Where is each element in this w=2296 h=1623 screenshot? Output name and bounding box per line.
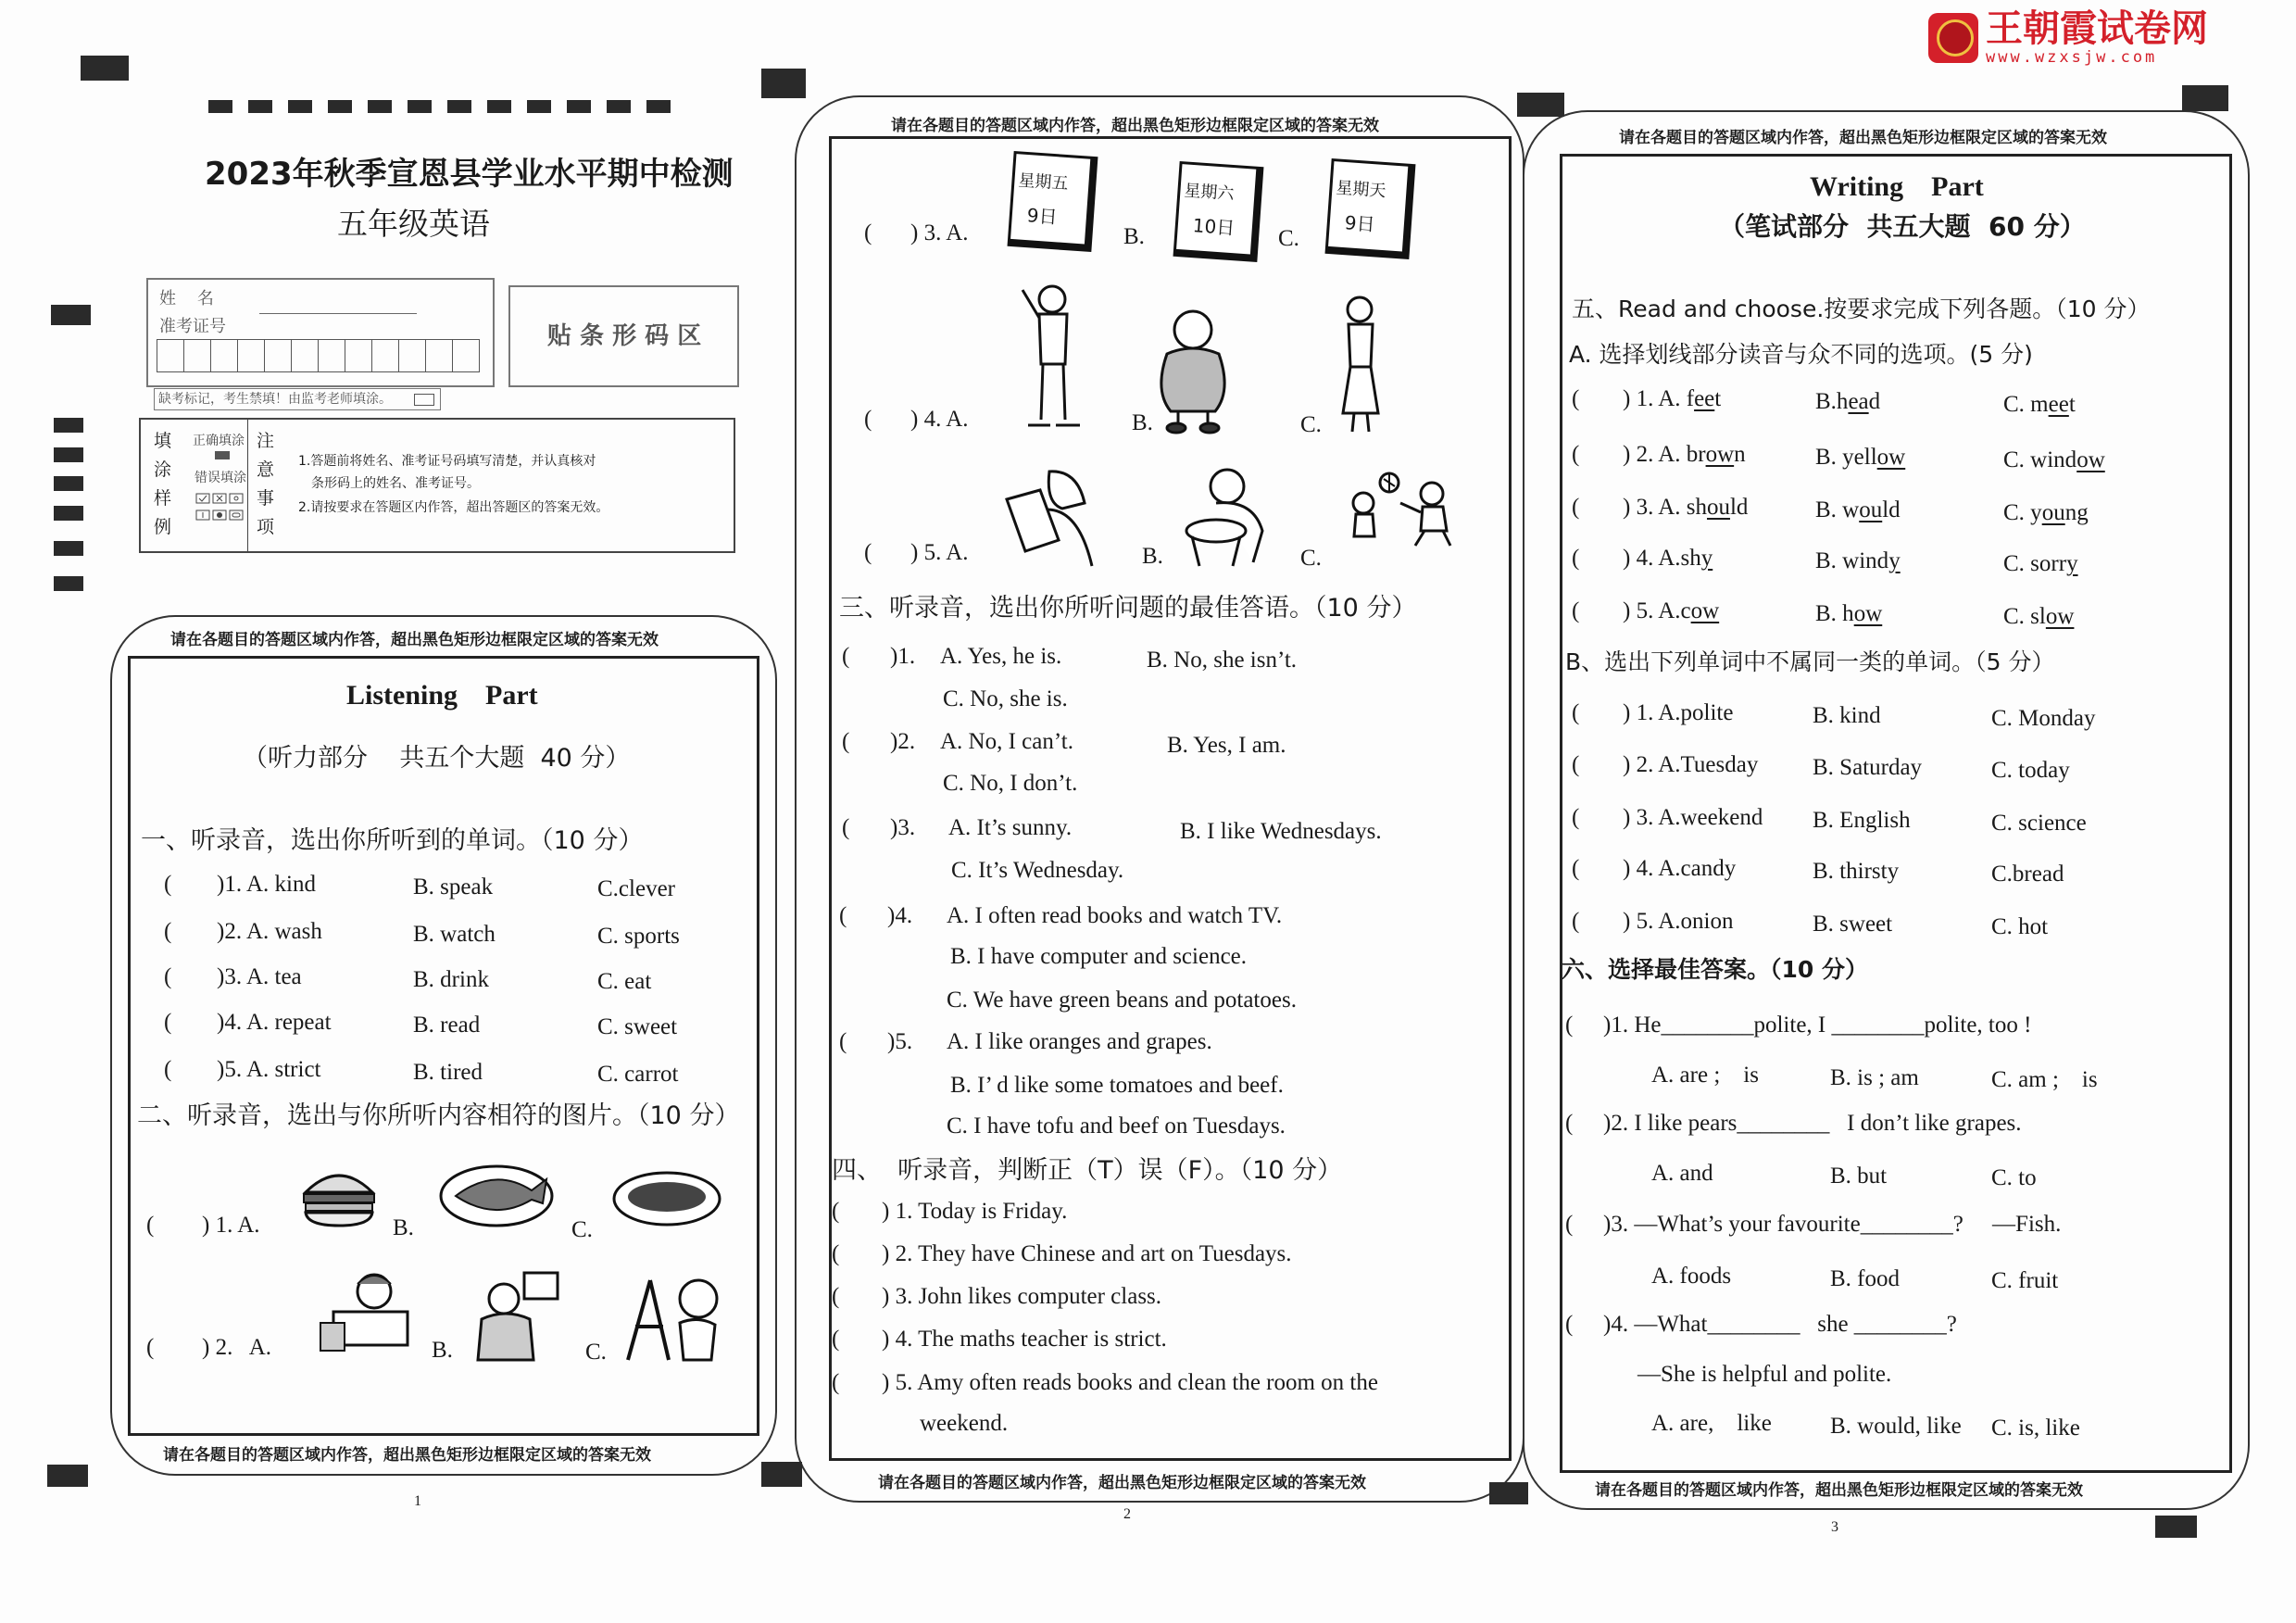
word-part: ) 4. A.sh: [1623, 546, 1701, 571]
note-1-cont: 条形码上的姓名、准考证号。: [311, 476, 480, 491]
answer-blank-paren: (: [164, 872, 172, 897]
question-number: )1.: [890, 644, 916, 669]
option-b: [1815, 388, 1880, 416]
option-b: [1815, 600, 1882, 628]
id-digit-cell[interactable]: [291, 339, 319, 372]
option-a: ) 4. A.candy: [1623, 856, 1737, 881]
picture-option-a: ) 5. A.: [910, 540, 969, 565]
calendar-date: 10日: [1192, 214, 1236, 240]
underlined-letters: ea: [1848, 389, 1869, 414]
word-part: B.h: [1815, 389, 1849, 414]
option-c: C. We have green beans and potatoes.: [947, 988, 1297, 1013]
meat-dish-picture: [612, 1167, 721, 1227]
option-a: ) 5. A.onion: [1623, 909, 1734, 934]
registration-mark: [487, 100, 511, 113]
registration-mark: [81, 56, 129, 81]
id-digit-cell[interactable]: [452, 339, 480, 372]
fill-char: 例: [154, 517, 172, 537]
answer-blank-paren: (: [1572, 546, 1580, 571]
option-b: B. I like Wednesdays.: [1180, 819, 1382, 844]
option-c: [2003, 550, 2078, 578]
option-c: C. eat: [597, 969, 652, 994]
option-a: A. are ; is: [1651, 1063, 1759, 1088]
frame-notice-top: 请在各题目的答题区域内作答，超出黑色矩形边框限定区域的答案无效: [891, 117, 1379, 135]
section-4-heading: 四、 听录音，判断正（T）误（F）。（10 分）: [832, 1156, 1343, 1185]
calendar-day: 星期六: [1183, 181, 1236, 205]
listening-part-subtitle: （听力部分 共五个大题 40 分）: [243, 744, 631, 773]
option-c: C. No, I don’t.: [943, 771, 1078, 796]
word-part: C. sorr: [2003, 551, 2067, 576]
page-number: 2: [1123, 1506, 1131, 1522]
woman-picture: [1330, 293, 1391, 436]
answer-blank-paren: (: [1572, 442, 1580, 467]
fill-char: 填: [154, 431, 172, 451]
notes-label: [257, 427, 275, 542]
notes-char: 事: [257, 488, 275, 509]
word-part: d: [1868, 389, 1881, 414]
answer-blank-paren: (: [1572, 909, 1580, 934]
picture-option-c: C.: [1300, 546, 1322, 571]
name-label: 姓 名: [159, 289, 214, 308]
answer-blank-paren: (: [1572, 598, 1580, 623]
option-c: C. It’s Wednesday.: [951, 858, 1124, 883]
registration-mark: [527, 100, 551, 113]
listening-part-title: Listening Part: [346, 680, 538, 711]
frame-notice-top: 请在各题目的答题区域内作答，超出黑色矩形边框限定区域的答案无效: [170, 631, 659, 649]
underlined-letters: ow: [2076, 447, 2105, 472]
question-text: )4. —What________ she ________?: [1603, 1312, 1957, 1337]
option-a: )1. A. kind: [217, 872, 316, 897]
question-text: )1. He________polite, I ________polite, too !: [1603, 1013, 2032, 1038]
option-b: B. drink: [413, 967, 489, 992]
option-b: [1815, 497, 1901, 524]
underlined-letters: y: [1888, 548, 1901, 573]
underlined-letters: ow: [2045, 604, 2075, 629]
registration-mark: [54, 541, 83, 556]
option-b: B. Yes, I am.: [1167, 733, 1286, 758]
correct-fill-label: 正确填涂: [193, 434, 245, 448]
underlined-letters: ou: [1859, 497, 1883, 522]
option-a: )5. A. strict: [217, 1057, 321, 1082]
calendar-day: 星期五: [1017, 170, 1070, 195]
brand-logo-icon: [1928, 13, 1978, 63]
option-c: [2003, 391, 2076, 419]
question-text: )2. I like pears________ I don’t like grapes.: [1603, 1111, 2022, 1136]
registration-mark: [646, 100, 671, 113]
option-c: C. today: [1991, 758, 2070, 783]
word-part: C. m: [2003, 392, 2049, 417]
id-digit-cell[interactable]: [318, 339, 345, 372]
underlined-letters: ee: [2048, 392, 2069, 417]
answer-blank-paren: (: [1565, 1212, 1574, 1237]
brand-name: 王朝霞试卷网: [1986, 7, 2208, 50]
option-b: B. English: [1813, 808, 1911, 833]
writing-part-title: Writing Part: [1810, 171, 1984, 202]
option-a: )3. A. tea: [217, 964, 302, 989]
answer-text: —She is helpful and polite.: [1637, 1362, 1892, 1387]
option-c: [2003, 447, 2105, 474]
picture-option-a: ) 4. A.: [910, 407, 969, 432]
answer-blank-paren: (: [1565, 1013, 1574, 1038]
word-part: ) 1. A. f: [1623, 386, 1695, 411]
answer-blank-paren: (: [839, 903, 847, 928]
underlined-letters: y: [2066, 551, 2078, 576]
registration-mark: [447, 100, 471, 113]
option-c: C. to: [1991, 1165, 2037, 1190]
picture-option-c: C.: [1300, 412, 1322, 437]
calendar-picture: [1008, 151, 1098, 252]
option-b: B. speak: [413, 874, 494, 900]
option-b: B. kind: [1813, 703, 1881, 728]
fill-char: 样: [154, 488, 172, 509]
answer-blank-paren: (: [832, 1370, 840, 1395]
part-a-heading: A. 选择划线部分读音与众不同的选项。(5 分): [1569, 341, 2033, 368]
option-a: [1623, 494, 1748, 522]
option-b: B. read: [413, 1013, 481, 1038]
registration-mark: [208, 100, 232, 113]
section-2-heading: 二、听录音，选出与你所听内容相符的图片。（10 分）: [137, 1101, 740, 1130]
barcode-area: [508, 285, 739, 387]
word-part: t: [1714, 386, 1722, 411]
option-b: B. Saturday: [1813, 755, 1923, 780]
picture-option-a: ) 1. A.: [202, 1213, 260, 1238]
underlined-letters: ou: [2041, 500, 2065, 525]
picture-option-b: B.: [432, 1338, 453, 1363]
option-c: C. No, she is.: [943, 686, 1068, 711]
note-2: 2.请按要求在答题区内作答，超出答题区的答案无效。: [298, 500, 609, 515]
question-number: )3.: [890, 815, 916, 840]
notes-char: 项: [257, 517, 275, 537]
registration-mark: [54, 447, 83, 462]
option-a: A. No, I can’t.: [940, 729, 1073, 754]
option-a: )4. A. repeat: [217, 1010, 332, 1035]
option-a: ) 3. A.weekend: [1623, 805, 1763, 830]
true-false-statement: ) 2. They have Chinese and art on Tuesdays.: [882, 1241, 1292, 1266]
option-a: [1623, 441, 1746, 469]
section-6-heading: 六、选择最佳答案。（10 分）: [1562, 956, 1868, 983]
registration-mark: [1517, 93, 1564, 117]
registration-mark: [1489, 1482, 1528, 1504]
word-part: B. yell: [1815, 445, 1877, 470]
fish-dish-picture: [439, 1157, 554, 1227]
registration-mark: [567, 100, 591, 113]
id-digit-cell[interactable]: [398, 339, 426, 372]
registration-mark: [54, 506, 83, 521]
underlined-letters: ow: [1876, 445, 1906, 470]
answer-blank-paren: (: [1565, 1312, 1574, 1337]
instructions-divider: [247, 420, 248, 551]
option-a: A. Yes, he is.: [940, 644, 1062, 669]
correct-fill-sample: [215, 451, 230, 459]
girl-board-picture: [622, 1271, 725, 1362]
word-part: ld: [1729, 495, 1749, 520]
part-b-heading: B、选出下列单词中不属同一类的单词。（5 分）: [1565, 648, 2055, 675]
option-a: A. foods: [1651, 1264, 1732, 1289]
registration-mark: [54, 418, 83, 433]
option-a: A. It’s sunny.: [948, 815, 1073, 840]
calendar-picture: [1173, 161, 1264, 262]
option-a: [1623, 385, 1721, 413]
answer-blank-paren: (: [1572, 386, 1580, 411]
word-part: C. wind: [2003, 447, 2077, 472]
option-b: B. I have computer and science.: [950, 944, 1248, 969]
option-a: ) 2. A.Tuesday: [1623, 752, 1759, 777]
page-number: 1: [414, 1493, 421, 1509]
id-digit-cell[interactable]: [371, 339, 399, 372]
answer-blank-paren: (: [832, 1327, 840, 1352]
id-digit-cell[interactable]: [157, 339, 184, 372]
option-c: C. science: [1991, 811, 2087, 836]
option-c: [2003, 603, 2074, 631]
answer-blank-paren: (: [1572, 856, 1580, 881]
option-b: B. sweet: [1813, 912, 1893, 937]
writing-part-subtitle: （笔试部分 共五大题 60 分）: [1719, 211, 2086, 242]
absent-note: 缺考标记，考生禁填！由监考老师填涂。: [158, 392, 392, 407]
option-a: A. and: [1651, 1161, 1713, 1186]
registration-mark: [368, 100, 392, 113]
registration-mark: [288, 100, 312, 113]
picture-option-a: ) 3. A.: [910, 220, 969, 245]
notes-char: 注: [257, 431, 275, 451]
registration-mark: [408, 100, 432, 113]
fill-example-label: [154, 427, 172, 542]
answer-blank-paren: (: [1565, 1111, 1574, 1136]
kids-playing-football-picture: [1336, 472, 1464, 549]
page-number: 3: [1831, 1519, 1838, 1535]
option-c: C.clever: [597, 876, 675, 901]
answer-blank-paren: (: [864, 220, 872, 245]
id-digit-cell[interactable]: [237, 339, 265, 372]
underlined-letters: y: [1700, 546, 1713, 571]
option-b: B. I’ d like some tomatoes and beef.: [950, 1073, 1284, 1098]
registration-mark: [51, 305, 91, 325]
picture-option-b: B.: [1123, 224, 1145, 249]
id-digit-cell[interactable]: [183, 339, 211, 372]
answer-blank-paren: (: [164, 1010, 172, 1035]
boy-washing-picture: [1179, 466, 1273, 568]
answer-blank-paren: (: [832, 1284, 840, 1309]
option-c: C. hot: [1991, 914, 2049, 939]
registration-mark: [328, 100, 352, 113]
registration-mark: [761, 69, 806, 98]
brand-watermark: [1928, 9, 2208, 67]
word-part: ) 2. A. br: [1623, 442, 1706, 467]
option-a: )2. A. wash: [217, 919, 322, 944]
id-number-grid[interactable]: [157, 339, 480, 372]
true-false-statement: ) 5. Amy often reads books and clean the room on the: [882, 1370, 1378, 1395]
option-c: C.bread: [1991, 862, 2064, 887]
answer-blank-paren: (: [864, 407, 872, 432]
answer-blank-paren: (: [842, 729, 850, 754]
answer-blank-paren: (: [164, 919, 172, 944]
fill-char: 涂: [154, 459, 172, 480]
registration-mark: [47, 1465, 88, 1487]
picture-option-b: B.: [1132, 410, 1153, 435]
option-c: C. sports: [597, 924, 680, 949]
fat-man-picture: [1154, 308, 1233, 434]
option-a: [1623, 545, 1713, 572]
option-b: [1815, 444, 1905, 472]
frame-notice-bottom: 请在各题目的答题区域内作答，超出黑色矩形边框限定区域的答案无效: [1595, 1481, 2083, 1500]
question-number: )4.: [887, 903, 913, 928]
option-a: A. are, like: [1651, 1411, 1772, 1436]
calendar-date: 9日: [1344, 211, 1376, 236]
option-c: C. carrot: [597, 1062, 679, 1087]
calendar-date: 9日: [1026, 204, 1059, 229]
word-part: t: [2068, 392, 2076, 417]
option-b: B. No, she isn’t.: [1147, 648, 1298, 673]
answer-blank-paren: (: [832, 1199, 840, 1224]
answer-blank-paren: (: [864, 540, 872, 565]
picture-option-b: B.: [393, 1215, 414, 1240]
picture-option-c: C.: [571, 1217, 593, 1242]
statement-continuation: weekend.: [920, 1411, 1009, 1436]
answer-blank-paren: (: [842, 644, 850, 669]
option-c: C. I have tofu and beef on Tuesdays.: [947, 1113, 1286, 1139]
option-c: [2003, 499, 2089, 527]
underlined-letters: ou: [1706, 495, 1730, 520]
option-b: B. tired: [413, 1060, 483, 1085]
option-b: B. but: [1830, 1164, 1888, 1189]
option-b: B. is ; am: [1830, 1065, 1919, 1090]
option-b: B. would, like: [1830, 1414, 1962, 1439]
option-c: C. fruit: [1991, 1268, 2059, 1293]
word-part: C. sl: [2003, 604, 2046, 629]
question-number: )5.: [887, 1029, 913, 1054]
option-b: [1815, 547, 1901, 575]
registration-mark: [761, 1462, 802, 1487]
burger-picture: [300, 1164, 378, 1229]
registration-mark: [54, 576, 83, 591]
question-number: )2.: [890, 729, 916, 754]
answer-blank-paren: (: [1572, 752, 1580, 777]
registration-mark: [607, 100, 631, 113]
true-false-statement: ) 3. John likes computer class.: [882, 1284, 1162, 1309]
answer-blank-paren: (: [146, 1213, 155, 1238]
section-1-heading: 一、听录音，选出你所听到的单词。（10 分）: [141, 826, 644, 855]
calendar-day: 星期天: [1335, 178, 1387, 202]
notes-char: 意: [257, 459, 275, 480]
brand-url: www.wzxsjw.com: [1986, 48, 2158, 67]
option-c: C. sweet: [597, 1014, 678, 1039]
option-a: A. I often read books and watch TV.: [947, 903, 1283, 928]
underlined-letters: ee: [1694, 386, 1715, 411]
word-part: ) 5. A.c: [1623, 598, 1691, 623]
section-5-heading: 五、Read and choose.按要求完成下列各题。（10 分）: [1572, 296, 2151, 322]
note-1: 1.答题前将姓名、准考证号码填写清楚，并认真核对: [298, 454, 596, 469]
frame-notice-bottom: 请在各题目的答题区域内作答，超出黑色矩形边框限定区域的答案无效: [163, 1446, 651, 1465]
registration-mark: [2155, 1516, 2197, 1538]
answer-blank-paren: (: [1572, 495, 1580, 520]
section-3-heading: 三、听录音，选出你所听问题的最佳答语。（10 分）: [839, 594, 1417, 623]
id-digit-cell[interactable]: [345, 339, 372, 372]
true-false-statement: ) 4. The maths teacher is strict.: [882, 1327, 1167, 1352]
registration-mark: [2182, 85, 2228, 111]
exam-title: 2023年秋季宣恩县学业水平期中检测: [205, 156, 734, 193]
underlined-letters: ow: [1690, 598, 1720, 623]
word-part: ng: [2064, 500, 2089, 525]
answer-blank-paren: (: [1572, 805, 1580, 830]
barcode-label: 贴 条 形 码 区: [547, 322, 702, 350]
word-part: B. h: [1815, 601, 1854, 626]
underlined-letters: ow: [1705, 442, 1735, 467]
frame-notice-top: 请在各题目的答题区域内作答，超出黑色矩形边框限定区域的答案无效: [1619, 129, 2107, 147]
wrong-fill-label: 错误填涂: [194, 471, 246, 485]
answer-blank-paren: (: [146, 1335, 155, 1360]
answer-blank-paren: (: [832, 1241, 840, 1266]
exam-subtitle: 五年级英语: [337, 206, 490, 242]
absent-checkbox[interactable]: [414, 394, 434, 406]
option-b: B. watch: [413, 922, 496, 947]
absent-mark-box: [154, 388, 441, 410]
word-part: ) 3. A. sh: [1623, 495, 1707, 520]
option-b: B. thirsty: [1813, 859, 1900, 884]
girl-reading-picture: [1003, 466, 1101, 568]
student-info-box: [146, 278, 495, 387]
picture-option-b: B.: [1142, 544, 1163, 569]
option-a: ) 1. A.polite: [1623, 700, 1734, 725]
word-part: n: [1734, 442, 1746, 467]
true-false-statement: ) 1. Today is Friday.: [882, 1199, 1068, 1224]
answer-blank-paren: (: [164, 1057, 172, 1082]
wrong-fill-samples-icon: [196, 494, 243, 531]
answer-blank-paren: (: [1572, 700, 1580, 725]
underlined-letters: ow: [1853, 601, 1883, 626]
answer-blank-paren: (: [164, 964, 172, 989]
word-part: B. wind: [1815, 548, 1889, 573]
registration-mark: [248, 100, 272, 113]
option-c: C. Monday: [1991, 706, 2096, 731]
boy-reading-picture: [315, 1267, 424, 1360]
word-part: B. w: [1815, 497, 1860, 522]
option-a: [1623, 598, 1719, 625]
word-part: ld: [1882, 497, 1901, 522]
option-a: A. I like oranges and grapes.: [947, 1029, 1212, 1054]
picture-option-c: C.: [1278, 226, 1299, 251]
option-b: B. food: [1830, 1266, 1900, 1291]
instructions-box: [139, 418, 735, 553]
id-label: 准考证号: [159, 317, 226, 336]
id-digit-cell[interactable]: [425, 339, 453, 372]
picture-option-a: ) 2. A.: [202, 1335, 271, 1360]
question-text: )3. —What’s your favourite________? —Fish.: [1603, 1212, 2062, 1237]
option-c: C. is, like: [1991, 1415, 2080, 1441]
word-part: C. y: [2003, 500, 2042, 525]
tall-man-picture: [1015, 281, 1091, 432]
answer-blank-paren: (: [842, 815, 850, 840]
answer-blank-paren: (: [839, 1029, 847, 1054]
option-c: C. am ; is: [1991, 1067, 2098, 1092]
picture-option-c: C.: [585, 1340, 607, 1365]
name-field[interactable]: [259, 313, 417, 314]
calendar-picture: [1325, 158, 1416, 259]
id-digit-cell[interactable]: [264, 339, 292, 372]
boy-computer-picture: [469, 1267, 564, 1364]
id-digit-cell[interactable]: [210, 339, 238, 372]
registration-mark: [54, 476, 83, 491]
frame-notice-bottom: 请在各题目的答题区域内作答，超出黑色矩形边框限定区域的答案无效: [878, 1474, 1366, 1492]
